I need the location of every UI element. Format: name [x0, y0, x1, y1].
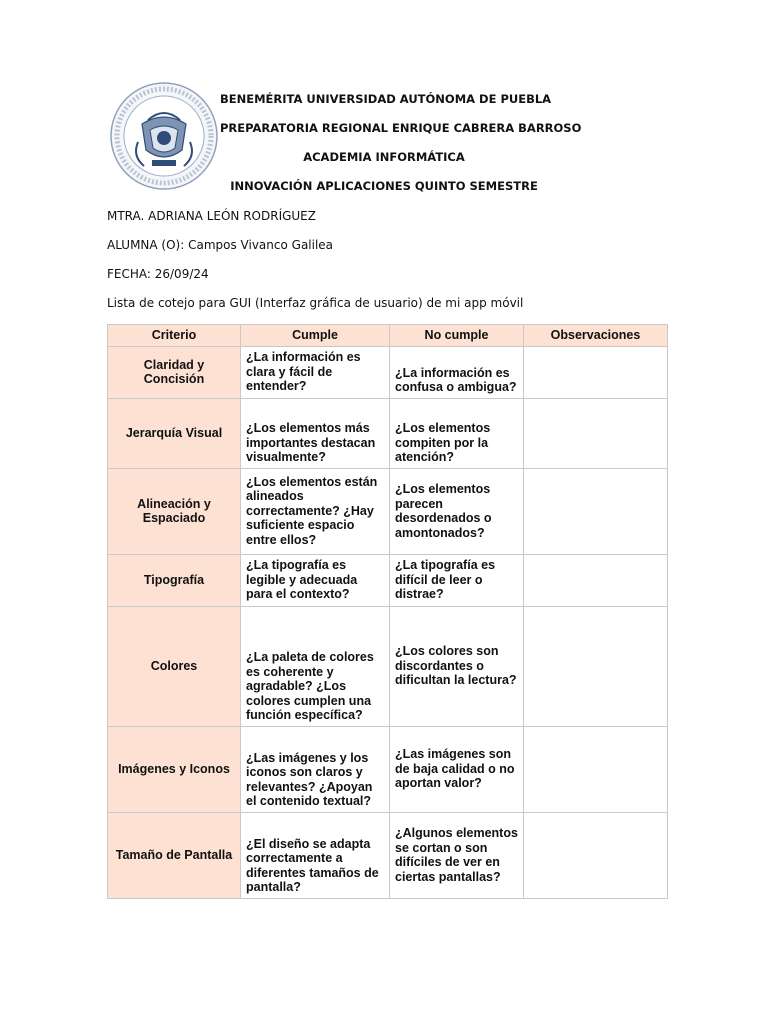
- observaciones-cell: [524, 346, 668, 398]
- table-row: [108, 398, 668, 468]
- table-row: [108, 606, 668, 726]
- table-row: [108, 726, 668, 812]
- cumple-cell: ¿Los elementos están alineados correctamente? ¿Hay suficiente espacio entre ellos?: [241, 468, 390, 554]
- header-no-cumple: No cumple: [390, 325, 524, 347]
- observaciones-cell: [524, 726, 668, 812]
- teacher-line: MTRA. ADRIANA LEÓN RODRÍGUEZ: [107, 209, 316, 223]
- criterio-cell: Alineación y Espaciado: [108, 468, 241, 554]
- intro-line: Lista de cotejo para GUI (Interfaz gráfica de usuario) de mi app móvil: [107, 296, 524, 310]
- no-cumple-cell: ¿Los elementos compiten por la atención?: [390, 398, 524, 468]
- cumple-cell: ¿La paleta de colores es coherente y agradable? ¿Los colores cumplen una función específica?: [241, 606, 390, 726]
- header-observaciones: Observaciones: [524, 325, 668, 347]
- cumple-cell: ¿Las imágenes y los iconos son claros y relevantes? ¿Apoyan el contenido textual?: [241, 726, 390, 812]
- criterio-cell: Jerarquía Visual: [108, 398, 241, 468]
- header-criterio: Criterio: [108, 325, 241, 347]
- document-header: [220, 92, 582, 208]
- date-line: FECHA: 26/09/24: [107, 267, 209, 281]
- no-cumple-cell: ¿Los colores son discordantes o dificultan la lectura?: [390, 606, 524, 726]
- course-name: INNOVACIÓN APLICACIONES QUINTO SEMESTRE: [230, 179, 538, 193]
- no-cumple-cell: ¿Los elementos parecen desordenados o amontonados?: [390, 468, 524, 554]
- university-seal-logo: [108, 80, 220, 192]
- criterio-cell: Colores: [108, 606, 241, 726]
- cumple-cell: ¿La información es clara y fácil de entender?: [241, 346, 390, 398]
- no-cumple-cell: ¿La información es confusa o ambigua?: [390, 346, 524, 398]
- checklist-table: [107, 324, 668, 899]
- no-cumple-cell: ¿Las imágenes son de baja calidad o no aportan valor?: [390, 726, 524, 812]
- observaciones-cell: [524, 812, 668, 898]
- table-row: [108, 812, 668, 898]
- academy-name: ACADEMIA INFORMÁTICA: [303, 150, 465, 164]
- criterio-cell: Tipografía: [108, 554, 241, 606]
- criterio-cell: Imágenes y Iconos: [108, 726, 241, 812]
- header-cumple: Cumple: [241, 325, 390, 347]
- observaciones-cell: [524, 606, 668, 726]
- table-header-row: [108, 325, 668, 347]
- cumple-cell: ¿Los elementos más importantes destacan visualmente?: [241, 398, 390, 468]
- university-name: BENEMÉRITA UNIVERSIDAD AUTÓNOMA DE PUEBLA: [220, 92, 552, 106]
- observaciones-cell: [524, 468, 668, 554]
- observaciones-cell: [524, 398, 668, 468]
- table-row: [108, 468, 668, 554]
- criterio-cell: Claridad y Concisión: [108, 346, 241, 398]
- observaciones-cell: [524, 554, 668, 606]
- cumple-cell: ¿La tipografía es legible y adecuada para el contexto?: [241, 554, 390, 606]
- school-name: PREPARATORIA REGIONAL ENRIQUE CABRERA BARROSO: [220, 121, 582, 135]
- criterio-cell: Tamaño de Pantalla: [108, 812, 241, 898]
- no-cumple-cell: ¿Algunos elementos se cortan o son difíciles de ver en ciertas pantallas?: [390, 812, 524, 898]
- cumple-cell: ¿El diseño se adapta correctamente a diferentes tamaños de pantalla?: [241, 812, 390, 898]
- table-row: [108, 554, 668, 606]
- no-cumple-cell: ¿La tipografía es difícil de leer o distrae?: [390, 554, 524, 606]
- table-row: [108, 346, 668, 398]
- student-line: ALUMNA (O): Campos Vivanco Galilea: [107, 238, 334, 252]
